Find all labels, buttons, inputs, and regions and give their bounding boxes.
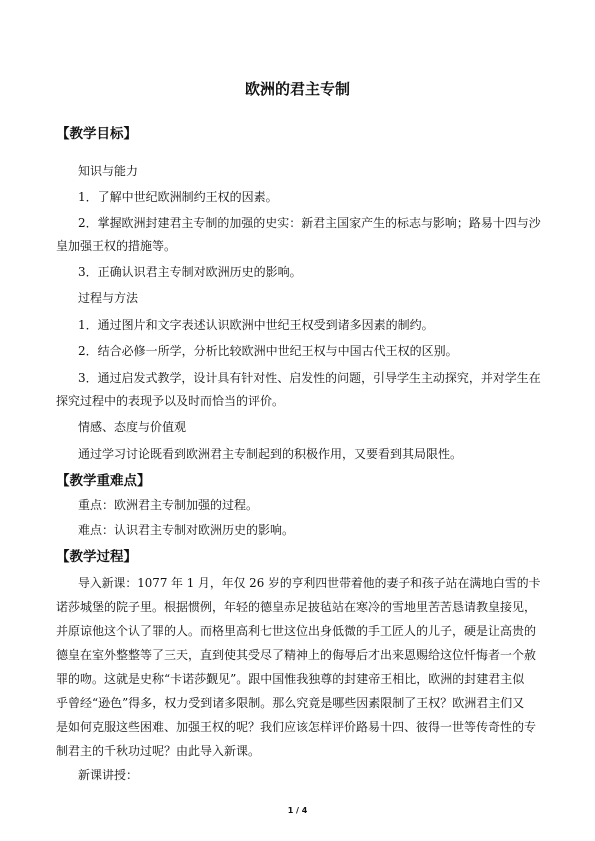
document-title: 欧洲的君主专制 xyxy=(244,80,350,98)
intro-line: 德皇在室外整整等了三天，直到使其受尽了精神上的侮辱后才出来恩赐给这位忏悔者一个赦 xyxy=(56,648,537,662)
paragraph-p1: 1．通过图片和文字表述认识欧洲中世纪王权受到诸多因素的制约。 xyxy=(78,318,434,332)
intro-line: 诺莎城堡的院子里。根据惯例，年轻的德皇赤足披毡站在寒冷的雪地里苦苦恳请教皇接见， xyxy=(56,600,537,614)
intro-line: 乎曾经“逊色”得多，权力受到诸多限制。那么究竟是哪些因素限制了王权？欧洲君主们又 xyxy=(56,696,525,710)
subheading-process: 过程与方法 xyxy=(78,291,139,305)
intro-line: 是如何克服这些困难、加强王权的呢？我们应该怎样评价路易十四、彼得一世等传奇性的专 xyxy=(56,720,537,734)
section-heading-process: 【教学过程】 xyxy=(56,549,137,565)
paragraph-new-lesson: 新课讲授： xyxy=(78,768,139,782)
intro-line: 罪的吻。这就是史称“卡诺莎觐见”。跟中国惟我独尊的封建帝王相比，欧洲的封建君主似 xyxy=(56,672,525,686)
subheading-emotion: 情感、态度与价值观 xyxy=(78,420,187,434)
paragraph-k2-line1: 2．掌握欧洲封建君主专制的加强的史实：新君主国家产生的标志与影响；路易十四与沙 xyxy=(78,216,541,230)
paragraph-p3-line2: 探究过程中的表现予以及时而恰当的评价。 xyxy=(56,394,285,408)
page-number: 1 / 4 xyxy=(287,806,308,815)
intro-line: 导入新课：1077 年 1 月，年仅 26 岁的亨利四世带着他的妻子和孩子站在满地白雪的卡 xyxy=(78,576,541,590)
section-heading-goals: 【教学目标】 xyxy=(56,126,137,142)
paragraph-k3: 3．正确认识君主专制对欧洲历史的影响。 xyxy=(78,265,302,279)
paragraph-e1: 通过学习讨论既看到欧洲君主专制起到的积极作用，又要看到其局限性。 xyxy=(78,447,463,461)
paragraph-p3-line1: 3．通过启发式教学，设计具有针对性、启发性的问题，引导学生主动探究，并对学生在 xyxy=(78,371,541,385)
intro-line: 并原谅他这个认了罪的人。而格里高利七世这位出身低微的手工匠人的儿子，硬是让高贵的 xyxy=(56,624,537,638)
intro-line: 制君主的千秋功过呢？由此导入新课。 xyxy=(56,744,261,758)
paragraph-k2-line2: 皇加强王权的措施等。 xyxy=(56,239,177,253)
paragraph-k1: 1．了解中世纪欧洲制约王权的因素。 xyxy=(78,190,278,204)
paragraph-p2: 2．结合必修一所学，分析比较欧洲中世纪王权与中国古代王权的区别。 xyxy=(78,344,458,358)
paragraph-focus: 重点：欧洲君主专制加强的过程。 xyxy=(78,498,259,512)
paragraph-difficulty: 难点：认识君主专制对欧洲历史的影响。 xyxy=(78,523,295,537)
subheading-knowledge: 知识与能力 xyxy=(78,164,139,178)
section-heading-key-points: 【教学重难点】 xyxy=(56,473,151,489)
